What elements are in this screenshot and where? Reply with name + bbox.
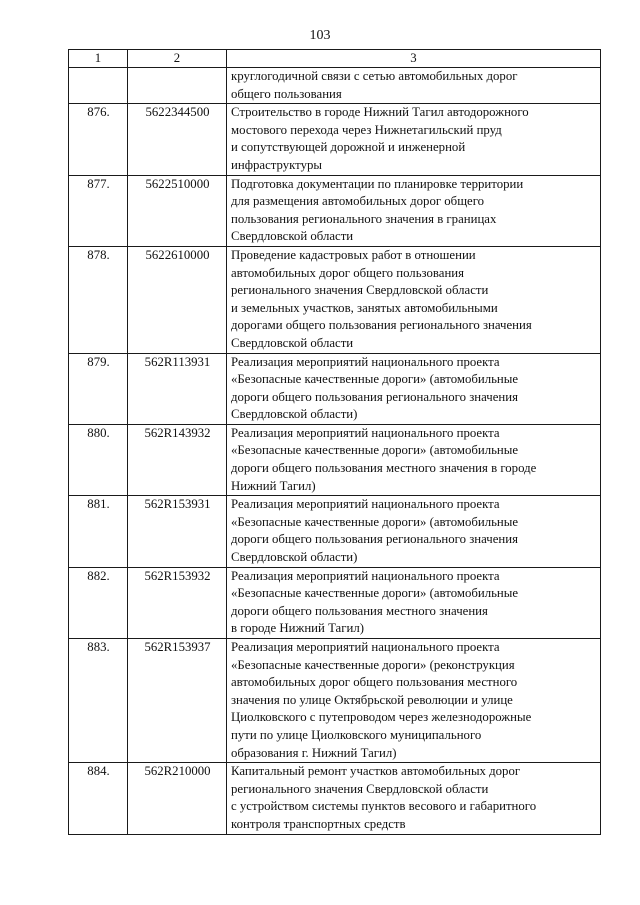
- description-line: «Безопасные качественные дороги» (реконструкция: [231, 657, 515, 672]
- budget-code-table: [68, 49, 601, 835]
- row-number-cell: 879.: [69, 353, 128, 424]
- row-code-cell: 5622344500: [128, 104, 227, 175]
- description-line: круглогодичной связи с сетью автомобильных дорог: [231, 69, 518, 83]
- description-line: в городе Нижний Тагил): [231, 621, 364, 636]
- row-description-cell: [227, 496, 601, 567]
- description-line: «Безопасные качественные дороги» (автомобильные: [231, 443, 519, 458]
- description-line: Реализация мероприятий национального проекта: [231, 640, 500, 654]
- row-number-cell: 882.: [69, 567, 128, 638]
- table-row: [69, 424, 601, 495]
- description-line: для размещения автомобильных дорог общего: [231, 194, 485, 209]
- description-line: Реализация мероприятий национального проекта: [231, 425, 500, 440]
- table-row: [69, 496, 601, 567]
- row-description-cell: [227, 68, 601, 104]
- row-number-cell: [69, 68, 128, 104]
- description-line: автомобильных дорог общего пользования местного: [231, 675, 518, 690]
- description-line: дороги общего пользования местного значения в городе: [231, 461, 537, 476]
- continuation-row: [69, 68, 601, 104]
- row-code-cell: 562R153937: [128, 639, 227, 763]
- description-line: контроля транспортных средств: [231, 816, 406, 831]
- description-line: регионального значения Свердловской области: [231, 283, 489, 298]
- description-line: Свердловской области): [231, 550, 358, 565]
- description-line: и земельных участков, занятых автомобильными: [231, 300, 498, 315]
- row-code-cell: 562R153932: [128, 567, 227, 638]
- column-header-description: 3: [227, 50, 601, 68]
- description-line: пути по улице Циолковского муниципального: [231, 727, 482, 742]
- description-line: дорогами общего пользования регионального значения: [231, 318, 532, 333]
- row-number-cell: 880.: [69, 424, 128, 495]
- row-code-cell: [128, 68, 227, 104]
- row-description-cell: [227, 353, 601, 424]
- table-row: [69, 639, 601, 763]
- description-line: «Безопасные качественные дороги» (автомобильные: [231, 586, 519, 601]
- table-row: [69, 104, 601, 175]
- description-line: с устройством системы пунктов весового и габаритного: [231, 799, 537, 814]
- description-line: и сопутствующей дорожной и инженерной: [231, 140, 466, 155]
- row-code-cell: 562R153931: [128, 496, 227, 567]
- table-row: [69, 175, 601, 246]
- description-line: дороги общего пользования регионального значения: [231, 532, 518, 547]
- row-description-cell: [227, 639, 601, 763]
- description-line: регионального значения Свердловской области: [231, 781, 489, 796]
- table-header-row: [69, 50, 601, 68]
- table-row: [69, 246, 601, 353]
- description-line: образования г. Нижний Тагил): [231, 745, 397, 760]
- row-description-cell: [227, 246, 601, 353]
- row-description-cell: [227, 175, 601, 246]
- description-line: значения по улице Октябрьской революции и улице: [231, 692, 513, 707]
- row-code-cell: 5622510000: [128, 175, 227, 246]
- description-line: мостового перехода через Нижнетагильский пруд: [231, 122, 502, 137]
- table-row: [69, 353, 601, 424]
- description-line: Циолковского с путепроводом через железнодорожные: [231, 710, 532, 725]
- description-line: автомобильных дорог общего пользования: [231, 265, 465, 280]
- description-line: Свердловской области): [231, 407, 358, 422]
- row-code-cell: 562R143932: [128, 424, 227, 495]
- description-line: Проведение кадастровых работ в отношении: [231, 247, 476, 262]
- description-line: Реализация мероприятий национального проекта: [231, 568, 500, 583]
- row-number-cell: 877.: [69, 175, 128, 246]
- row-description-cell: [227, 424, 601, 495]
- description-line: дороги общего пользования местного значения: [231, 603, 488, 618]
- table-body: [69, 50, 601, 835]
- description-line: «Безопасные качественные дороги» (автомобильные: [231, 372, 519, 387]
- row-number-cell: 881.: [69, 496, 128, 567]
- table-row: [69, 763, 601, 834]
- description-line: пользования регионального значения в границах: [231, 211, 497, 226]
- page-number: 103: [309, 28, 331, 43]
- description-line: инфраструктуры: [231, 157, 322, 172]
- column-header-code: 2: [128, 50, 227, 68]
- row-code-cell: 562R113931: [128, 353, 227, 424]
- row-number-cell: 878.: [69, 246, 128, 353]
- description-line: Реализация мероприятий национального проекта: [231, 354, 500, 369]
- row-code-cell: 5622610000: [128, 246, 227, 353]
- description-line: Реализация мероприятий национального проекта: [231, 497, 500, 512]
- description-line: Свердловской области: [231, 335, 354, 350]
- row-description-cell: [227, 763, 601, 834]
- description-line: Капитальный ремонт участков автомобильных дорог: [231, 764, 521, 779]
- description-line: Подготовка документации по планировке территории: [231, 176, 524, 191]
- description-line: общего пользования: [231, 86, 342, 101]
- row-code-cell: 562R210000: [128, 763, 227, 834]
- description-line: «Безопасные качественные дороги» (автомобильные: [231, 514, 519, 529]
- description-line: дороги общего пользования регионального значения: [231, 389, 518, 404]
- row-description-cell: [227, 567, 601, 638]
- column-header-number: 1: [69, 50, 128, 68]
- row-description-cell: [227, 104, 601, 175]
- table-row: [69, 567, 601, 638]
- description-line: Строительство в городе Нижний Тагил автодорожного: [231, 105, 529, 120]
- row-number-cell: 884.: [69, 763, 128, 834]
- description-line: Свердловской области: [231, 229, 354, 244]
- row-number-cell: 883.: [69, 639, 128, 763]
- description-line: Нижний Тагил): [231, 478, 316, 493]
- row-number-cell: 876.: [69, 104, 128, 175]
